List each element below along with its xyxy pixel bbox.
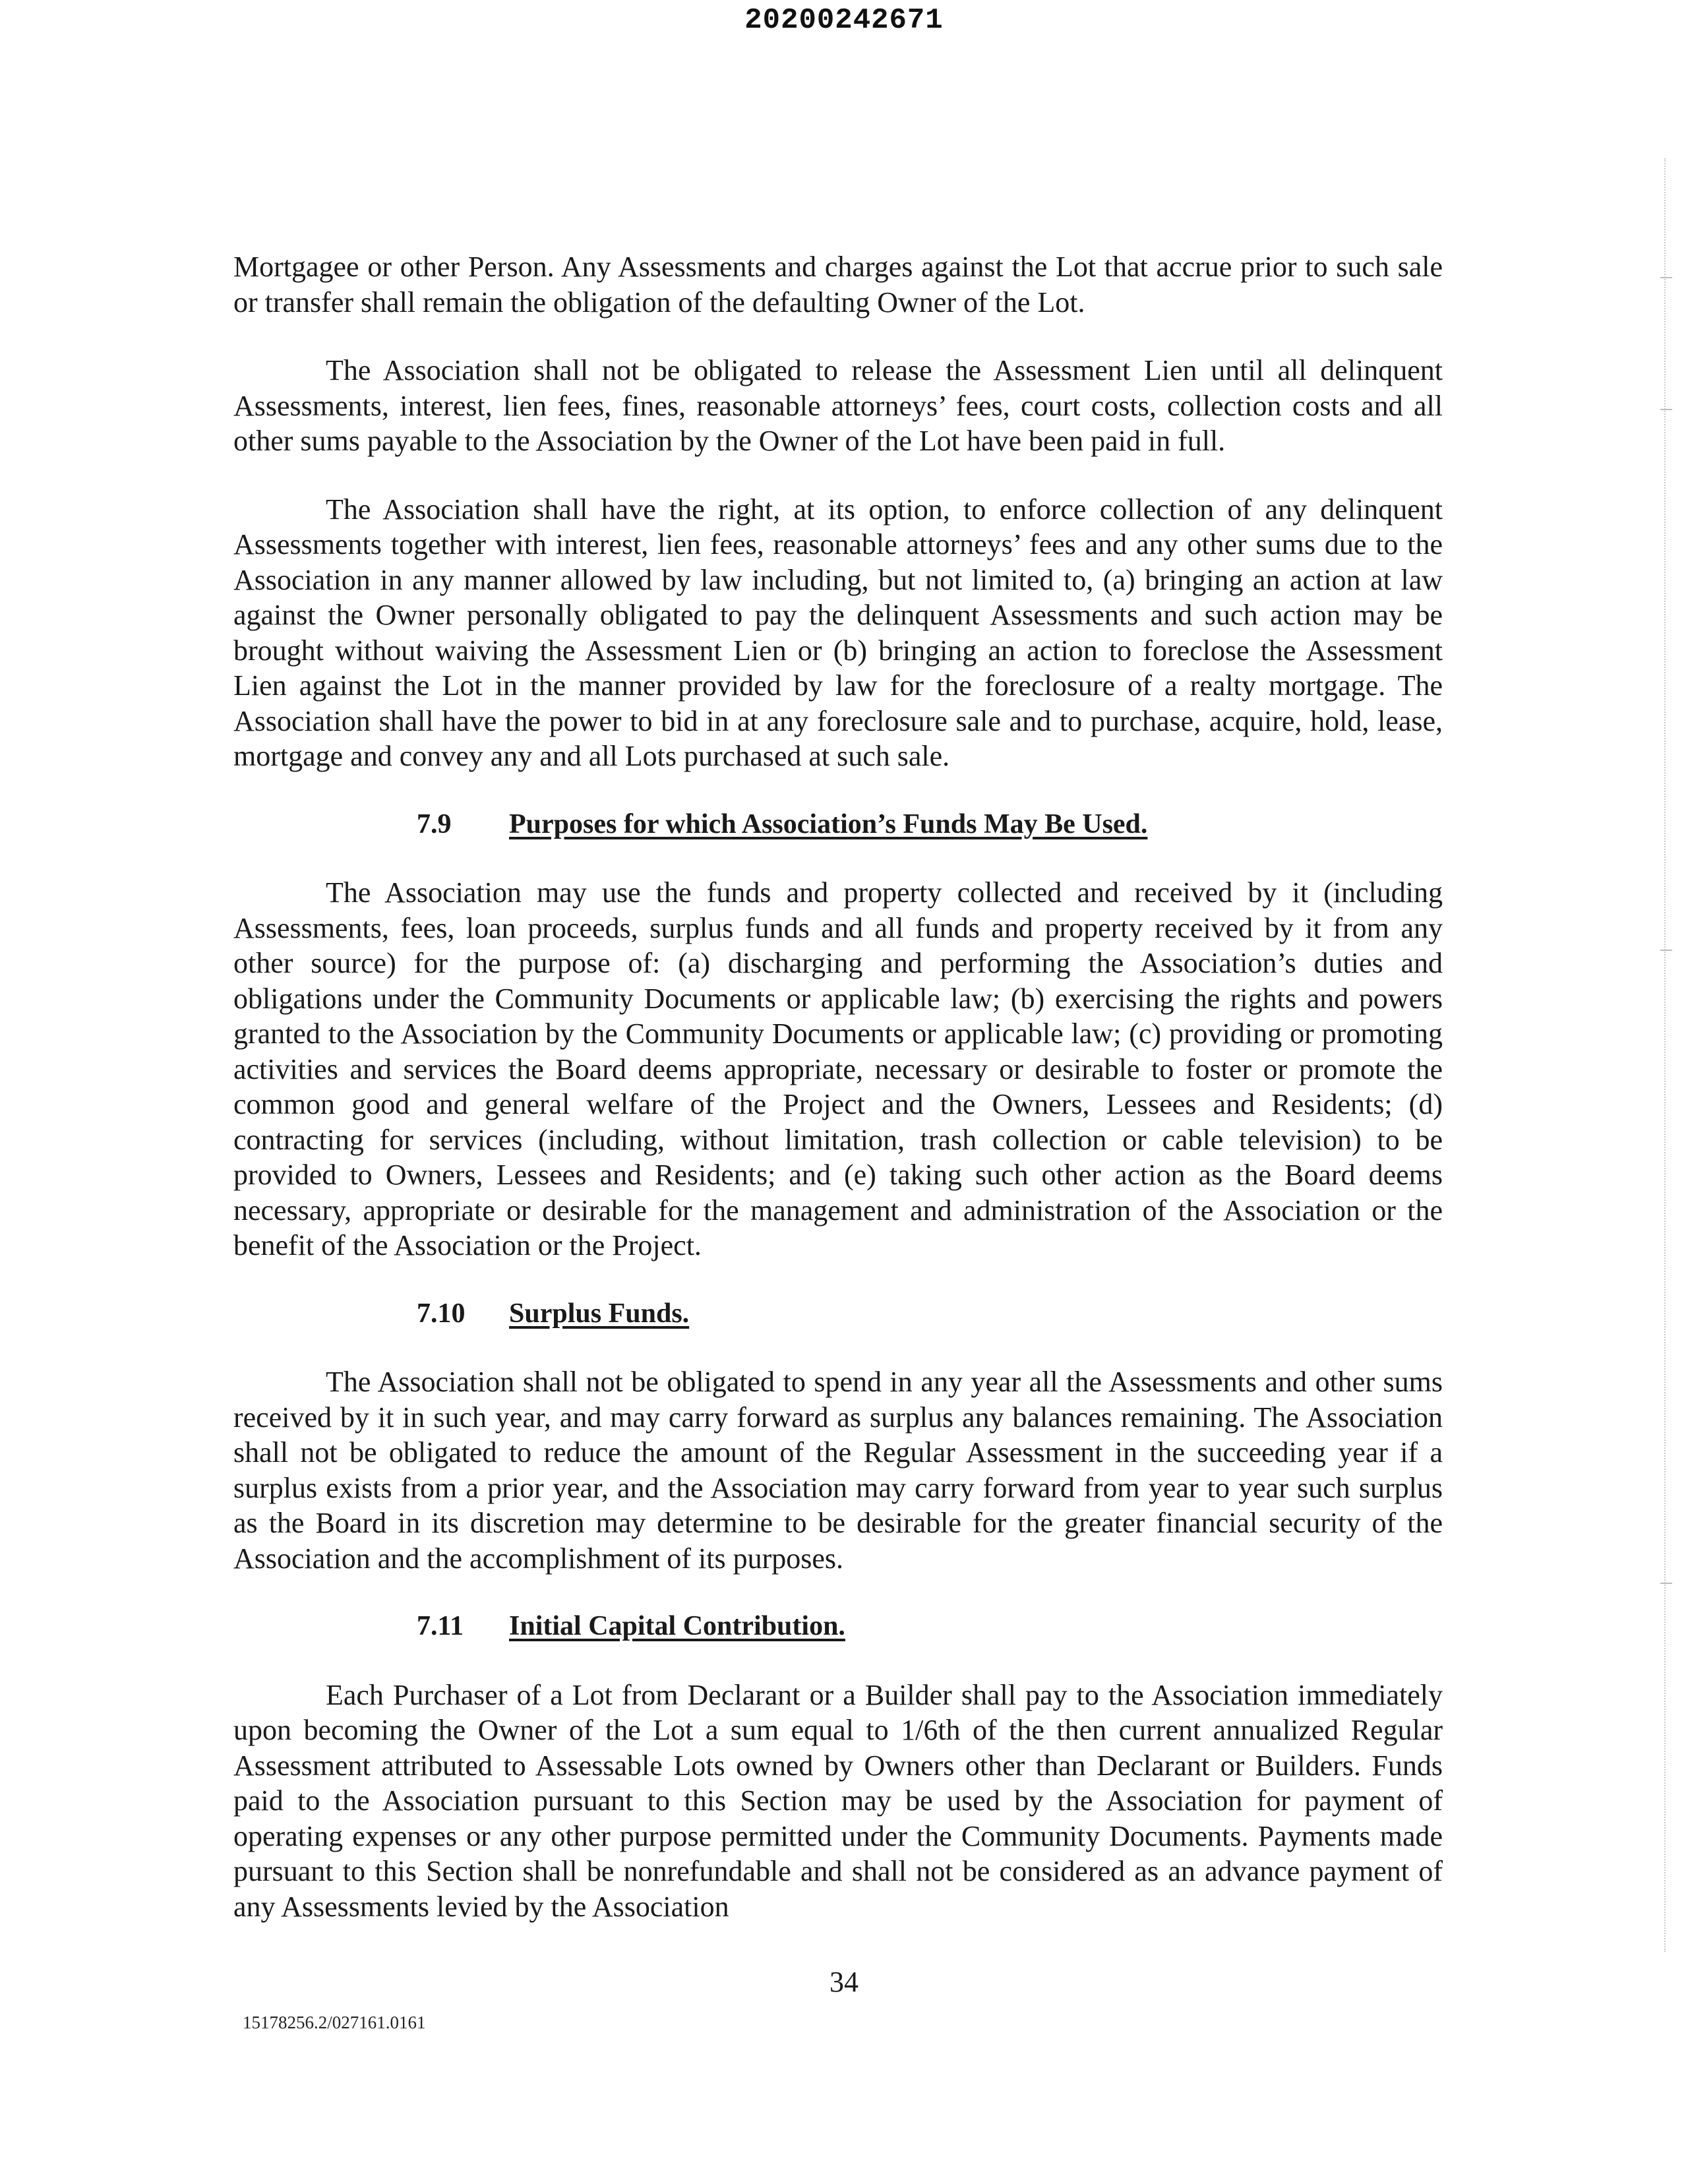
scan-tick	[1660, 1583, 1672, 1584]
section-number: 7.10	[417, 1298, 466, 1329]
section-title: Surplus Funds.	[509, 1298, 690, 1329]
paragraph-continuation: Mortgagee or other Person. Any Assessments and charges against the Lot that accrue prior to such sale or transfer shall remain the obligation of the defaulting Owner of the Lot.	[233, 251, 1443, 318]
scan-tick	[1660, 950, 1672, 951]
paragraph-enforcement: The Association shall have the right, at its option, to enforce collection of any delinquent Assessments together with interest, lien fees, reasonable attorneys’ fees and any other sums due to the Association in any manner allowed by law including, but not limited to, (a) bringing an action at law against the Owner personally obligated to pay the delinquent Assessments and such action may be brought without waiving the Assessment Lien or (b) bringing an action to foreclose the Assessment Lien against the Lot in the manner provided by law for the foreclosure of a realty mortgage. The Association shall have the power to bid in at any foreclosure sale and to purchase, acquire, hold, lease, mortgage and convey any and all Lots purchased at such sale.	[233, 493, 1443, 772]
recording-number: 20200242671	[744, 4, 944, 37]
paragraph-capital-contribution: Each Purchaser of a Lot from Declarant or a Builder shall pay to the Association immediately upon becoming the Owner of the Lot a sum equal to 1/6th of the then current annualized Regular Assessment attributed to Assessable Lots owned by Owners other than Declarant or Builders. Funds paid to the Association pursuant to this Section may be used by the Association for payment of operating expenses or any other purpose permitted under the Community Documents. Payments made pursuant to this Section shall be nonrefundable and shall not be considered as an advance payment of any Assessments levied by the Association	[233, 1678, 1443, 1923]
scan-edge-artifact	[1664, 158, 1668, 1952]
section-heading-7-9	[233, 807, 1443, 843]
page-number: 34	[829, 1966, 859, 1998]
section-number: 7.9	[417, 808, 452, 839]
paragraph-funds-use: The Association may use the funds and property collected and received by it (including Assessments, fees, loan proceeds, surplus funds and all funds and property received by it from any other source) for the purpose of: (a) discharging and performing the Association’s duties and obligations under the Community Documents or applicable law; (b) exercising the rights and powers granted to the Association by the Community Documents or applicable law; (c) providing or promoting activities and services the Board deems appropriate, necessary or desirable to foster or promote the common good and general welfare of the Project and the Owners, Lessees and Residents; (d) contracting for services (including, without limitation, trash collection or cable television) to be provided to Owners, Lessees and Residents; and (e) taking such other action as the Board deems necessary, appropriate or desirable for the management and administration of the Association or the benefit of the Association or the Project.	[233, 876, 1443, 1261]
paragraph-surplus-funds: The Association shall not be obligated to spend in any year all the Assessments and other sums received by it in such year, and may carry forward as surplus any balances remaining. The Association shall not be obligated to reduce the amount of the Regular Assessment in the succeeding year if a surplus exists from a prior year, and the Association may carry forward from year to year such surplus as the Board in its discretion may determine to be desirable for the greater financial security of the Association and the accomplishment of its purposes.	[233, 1366, 1443, 1575]
section-number: 7.11	[417, 1611, 464, 1641]
document-body	[233, 249, 1443, 1924]
scan-tick	[1660, 277, 1672, 278]
scan-tick	[1660, 409, 1672, 410]
document-id: 15178256.2/027161.0161	[243, 2013, 426, 2032]
paragraph-lien-release: The Association shall not be obligated to release the Assessment Lien until all delinquent Assessments, interest, lien fees, fines, reasonable attorneys’ fees, court costs, collection costs and all other sums payable to the Association by the Owner of the Lot have been paid in full.	[233, 354, 1443, 457]
section-heading-7-11	[233, 1609, 1443, 1645]
section-heading-7-10	[233, 1296, 1443, 1332]
section-title: Initial Capital Contribution.	[509, 1611, 845, 1641]
section-title: Purposes for which Association’s Funds May Be Used.	[509, 808, 1148, 839]
